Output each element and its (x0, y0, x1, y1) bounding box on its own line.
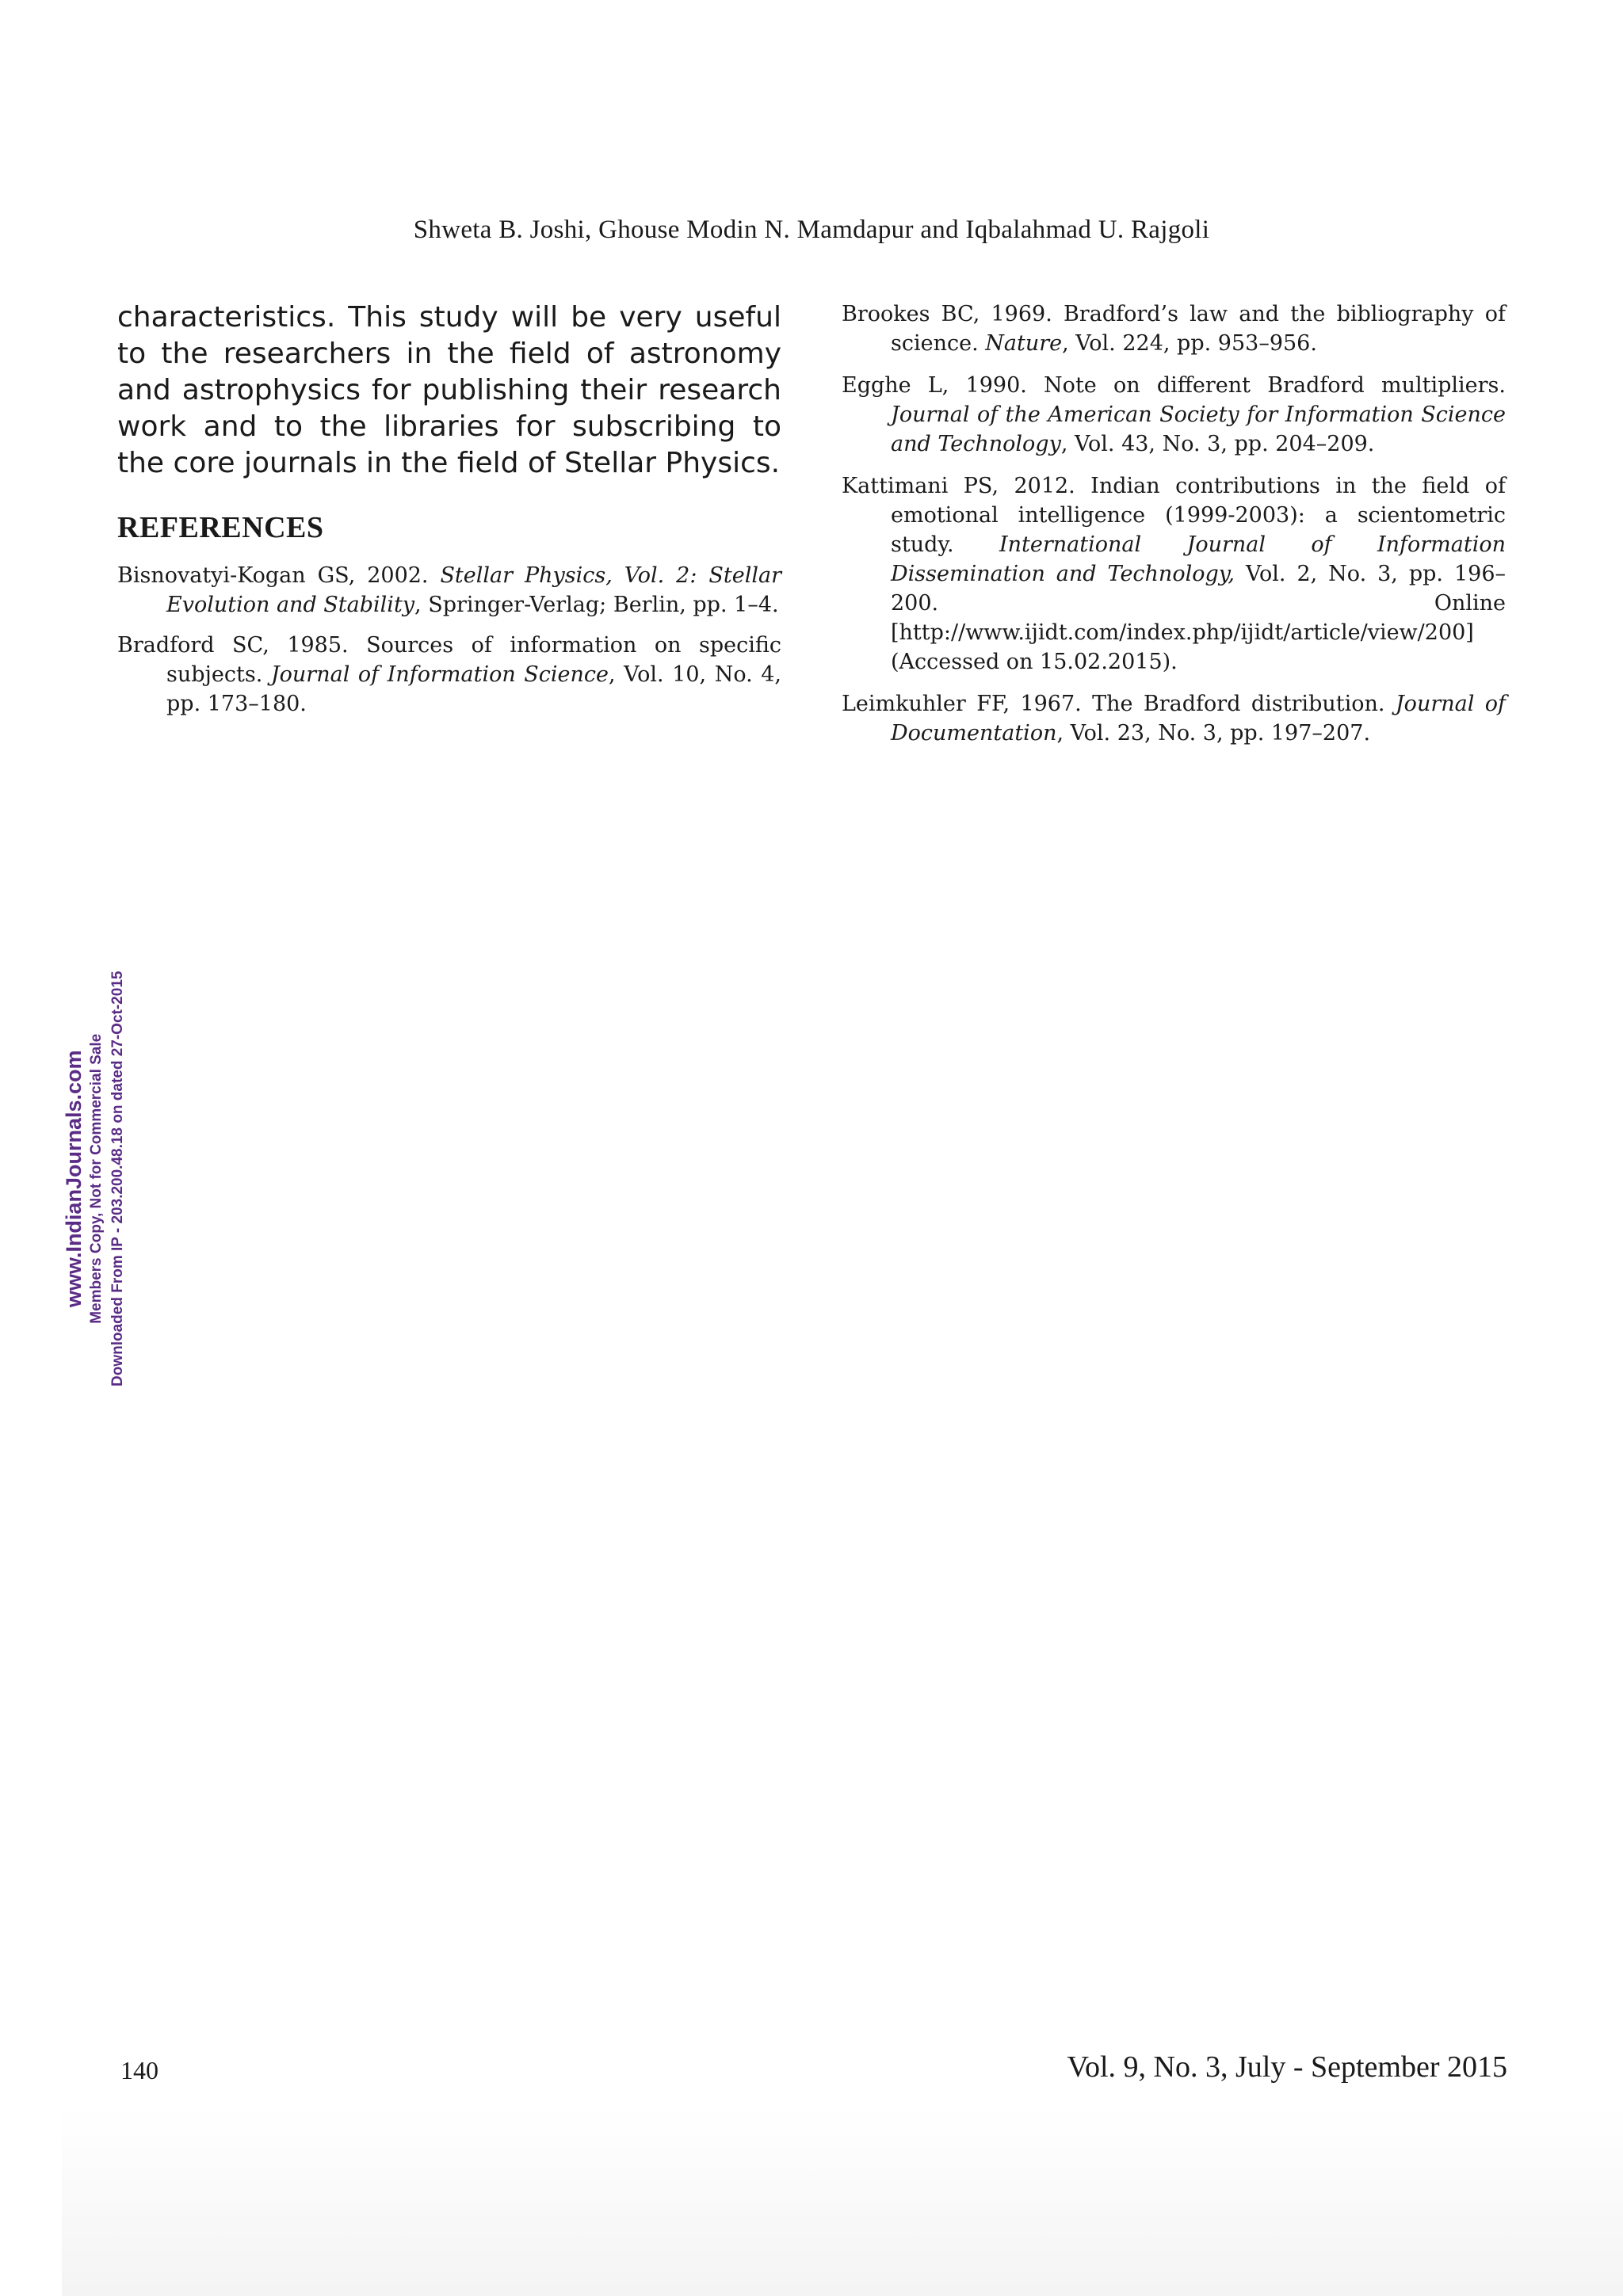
reference-item (117, 561, 781, 620)
reference-item (842, 371, 1506, 459)
references-heading: REFERENCES (117, 511, 324, 544)
left-column (117, 299, 781, 730)
reference-item (117, 631, 781, 719)
reference-text: , Vol. 224, pp. 953–956. (1062, 331, 1317, 356)
download-watermark (62, 971, 128, 1386)
reference-item (842, 471, 1506, 677)
watermark-download-info: Downloaded From IP - 203.200.48.18 on dated 27-Oct-2015 (109, 971, 126, 1386)
watermark-members-note: Members Copy, Not for Commercial Sale (88, 1033, 105, 1324)
reference-text: Vol. 2, No. 3, pp. 196–200. Online [http://www.ijidt.com/index.php/ijidt/article/view/200] (Accessed on 15.02.2015). (891, 562, 1507, 674)
body-paragraph: characteristics. This study will be very useful to the researchers in the field of astronomy and astrophysics for publishing their research work and to the libraries for subscribing to the core journals in the field of Stellar Physics. (117, 301, 781, 479)
reference-text: Egghe L, 1990. Note on different Bradford multipliers. (842, 373, 1506, 398)
reference-text: , Vol. 10, No. 4, pp. 173–180. (166, 662, 781, 716)
reference-text: , Springer-Verlag; Berlin, pp. 1–4. (414, 593, 779, 617)
issue-info: Vol. 9, No. 3, July - September 2015 (1067, 2050, 1507, 2084)
running-header: Shweta B. Joshi, Ghouse Modin N. Mamdapur and Iqbalahmad U. Rajgoli (413, 215, 1210, 244)
reference-text: Kattimani PS, 2012. Indian contributions in the field of emotional intelligence (1999-2003): a scientometric study. (842, 474, 1506, 557)
reference-text: , Vol. 23, No. 3, pp. 197–207. (1056, 721, 1371, 746)
reference-title: Journal of the American Society for Information Science and Technology (891, 402, 1506, 456)
reference-title: Stellar Physics, Vol. 2: Stellar Evolution and Stability (166, 563, 781, 617)
reference-text: , Vol. 43, No. 3, pp. 204–209. (1060, 432, 1375, 456)
reference-text: Leimkuhler FF, 1967. The Bradford distribution. (842, 692, 1396, 716)
right-column (842, 299, 1506, 761)
reference-title: Journal of Documentation (891, 692, 1507, 746)
reference-item (842, 299, 1506, 358)
reference-text: Brookes BC, 1969. Bradford’s law and the bibliography of science. (842, 302, 1506, 356)
watermark-site: www.IndianJournals.com (62, 1050, 86, 1308)
reference-title: Nature (985, 331, 1063, 356)
reference-text: Bisnovatyi-Kogan GS, 2002. (117, 563, 441, 588)
page-shade (62, 2107, 1623, 2296)
reference-title: Journal of Information Science (270, 662, 609, 687)
reference-item (842, 689, 1506, 748)
reference-title: International Journal of Information Dissemination and Technology, (891, 532, 1507, 586)
page-number: 140 (120, 2056, 158, 2084)
reference-text: Bradford SC, 1985. Sources of information on specific subjects. (117, 633, 781, 687)
